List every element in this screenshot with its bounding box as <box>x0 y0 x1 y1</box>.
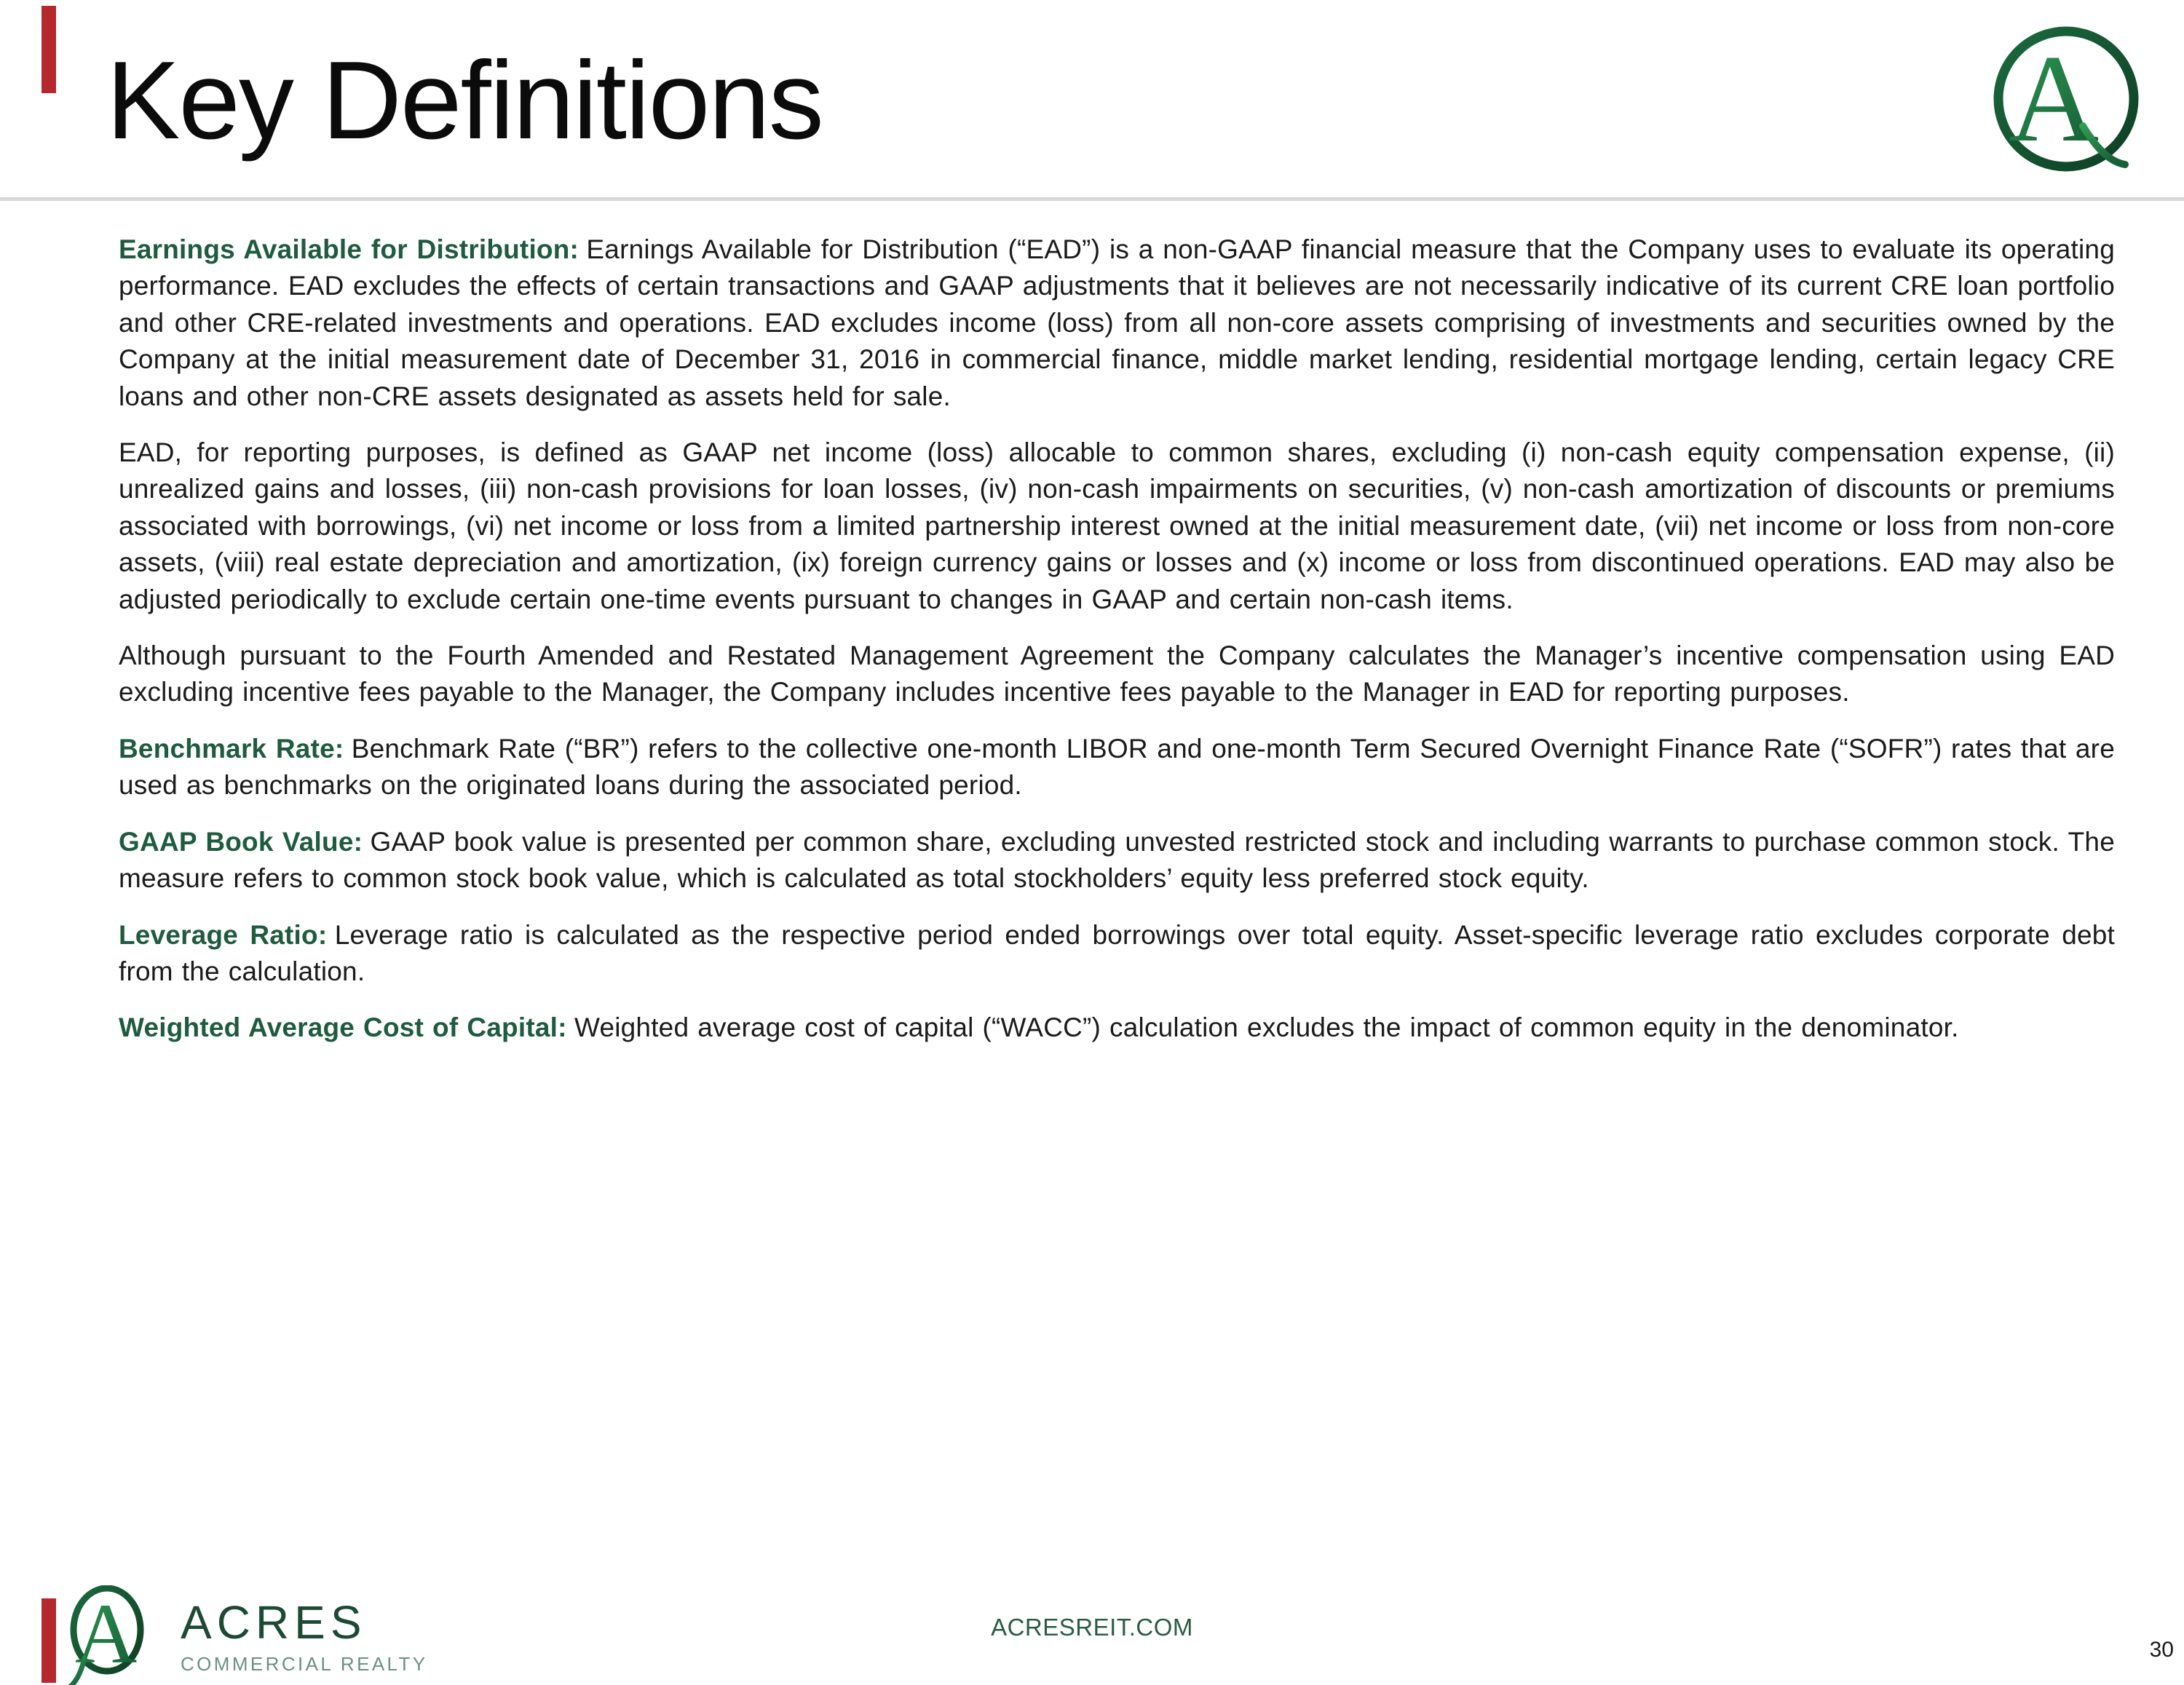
definition-text: Weighted average cost of capital (“WACC”) calculation excludes the impact of common equity in the denominator. <box>574 1012 1959 1043</box>
website-link: ACRESREIT.COM <box>991 1614 1193 1641</box>
paragraph-ead <box>119 231 2115 415</box>
svg-text:A: A <box>2009 30 2100 168</box>
paragraph-management-agreement <box>119 638 2115 711</box>
paragraph-ead-reporting <box>119 435 2115 618</box>
definition-text: EAD, for reporting purposes, is defined as GAAP net income (loss) allocable to common shares, excluding (i) non-cash equity compensation expense, (ii) unrealized gains and losses, (iii) non-cash provisions for loan losses, (iv) non-cash impairments on securities, (v) non-cash amortization of discounts or premiums associated with borrowings, (vi) net income or loss from a limited partnership interest owned at the initial measurement date, (vii) net income or loss from non-core assets, (viii) real estate depreciation and amortization, (ix) foreign currency gains or losses and (x) income or loss from discontinued operations. EAD may also be adjusted periodically to exclude certain one-time events pursuant to changes in GAAP and certain non-cash items. <box>119 437 2115 614</box>
page-title: Key Definitions <box>106 39 823 162</box>
acres-emblem-logo <box>1990 24 2143 182</box>
circle-a-icon <box>1990 24 2143 178</box>
acres-wordmark: ACRES <box>181 1596 367 1649</box>
definition-text: Earnings Available for Distribution (“EAD”) is a non-GAAP financial measure that the Company uses to evaluate its operating performance. EAD excludes the effects of certain transactions and GAAP adjustments that it believes are not necessarily indicative of its current CRE loan portfolio and other CRE-related investments and operations. EAD excludes income (loss) from all non-core assets comprising of investments and securities owned by the Company at the initial measurement date of December 31, 2016 in commercial finance, middle market lending, residential mortgage lending, certain legacy CRE loans and other non-CRE assets designated as assets held for sale. <box>119 234 2115 411</box>
term-label: Leverage Ratio: <box>119 919 328 950</box>
definitions-body <box>119 231 2115 1066</box>
paragraph-benchmark-rate <box>119 731 2115 804</box>
term-label: Earnings Available for Distribution: <box>119 234 579 264</box>
acres-wordmark-subtitle: COMMERCIAL REALTY <box>181 1653 428 1675</box>
red-accent-bar-top <box>41 6 56 93</box>
term-label: GAAP Book Value: <box>119 826 363 857</box>
paragraph-leverage-ratio <box>119 917 2115 991</box>
definition-text: GAAP book value is presented per common share, excluding unvested restricted stock and including warrants to purchase common stock. The measure refers to common stock book value, which is calculated as total stockholders’ equity less preferred stock equity. <box>119 826 2115 894</box>
page-number: 30 <box>2149 1638 2174 1662</box>
header-divider <box>0 197 2184 201</box>
svg-text:A: A <box>75 1586 138 1681</box>
definition-text: Leverage ratio is calculated as the respective period ended borrowings over total equity. Asset-specific leverage ratio excludes corporate debt from the calculation. <box>119 919 2116 986</box>
paragraph-wacc <box>119 1010 2115 1046</box>
definition-text: Although pursuant to the Fourth Amended and Restated Management Agreement the Company calculates the Manager’s incentive compensation using EAD excluding incentive fees payable to the Manager, the Company includes incentive fees payable to the Manager in EAD for reporting purposes. <box>119 641 2115 707</box>
definition-text: Benchmark Rate (“BR”) refers to the collective one-month LIBOR and one-month Term Secured Overnight Finance Rate (“SOFR”) rates that are used as benchmarks on the originated loans during the associated period. <box>119 733 2115 801</box>
paragraph-gaap-book-value <box>119 824 2115 897</box>
term-label: Weighted Average Cost of Capital: <box>119 1012 567 1043</box>
term-label: Benchmark Rate: <box>119 733 344 764</box>
